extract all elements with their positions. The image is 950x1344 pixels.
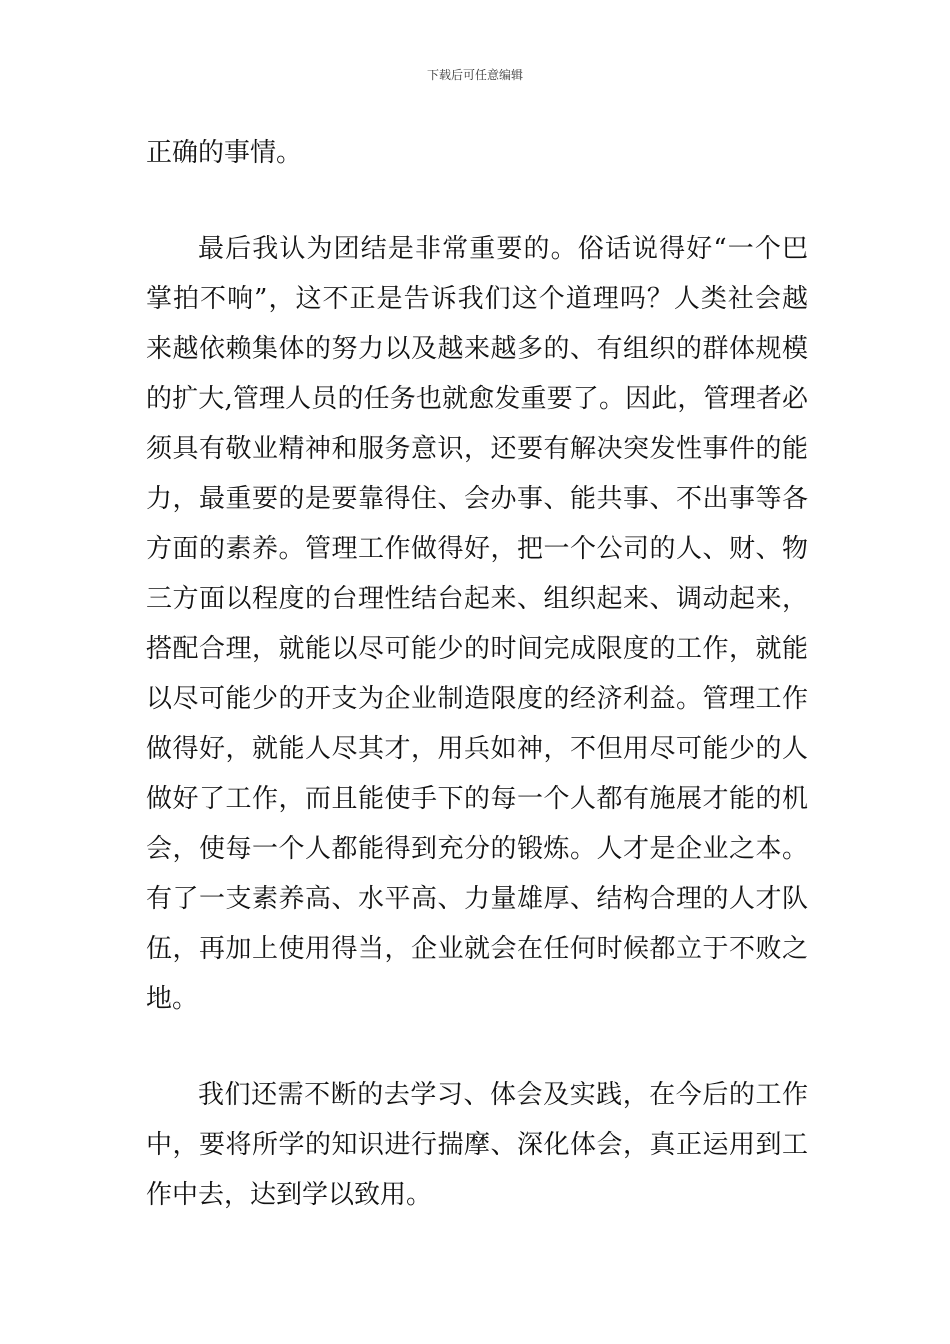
paragraph-teamwork: 最后我认为团结是非常重要的。俗话说得好“一个巴掌拍不响”，这不正是告诉我们这个道理吗？人类社会越来越依赖集体的努力以及越来越多的、有组织的群体规模的扩大,管理人员的任务也就愈发重要了。因此，管理者必须具有敬业精神和服务意识，还要有解决突发性事件的能力，最重要的是要靠得住、会办事、能共事、不出事等各方面的素养。管理工作做得好，把一个公司的人、财、物三方面以程度的台理性结台起来、组织起来、调动起来，搭配合理，就能以尽可能少的时间完成限度的工作，就能以尽可能少的开支为企业制造限度的经济利益。管理工作做得好，就能人尽其才，用兵如神，不但用尽可能少的人做好了工作，而且能使手下的每一个人都有施展才能的机会，使每一个人都能得到充分的锻炼。人才是企业之本。有了一支素养高、水平高、力量雄厚、结构合理的人才队伍，再加上使用得当，企业就会在任何时候都立于不败之地。: [146, 234, 808, 1014]
paragraph-continuation: 正确的事情。: [146, 138, 303, 168]
paragraph-conclusion: 我们还需不断的去学习、体会及实践，在今后的工作中，要将所学的知识进行揣摩、深化体会，真正运用到工作中去，达到学以致用。: [146, 1080, 808, 1210]
page-header: 下载后可任意编辑: [426, 68, 523, 82]
